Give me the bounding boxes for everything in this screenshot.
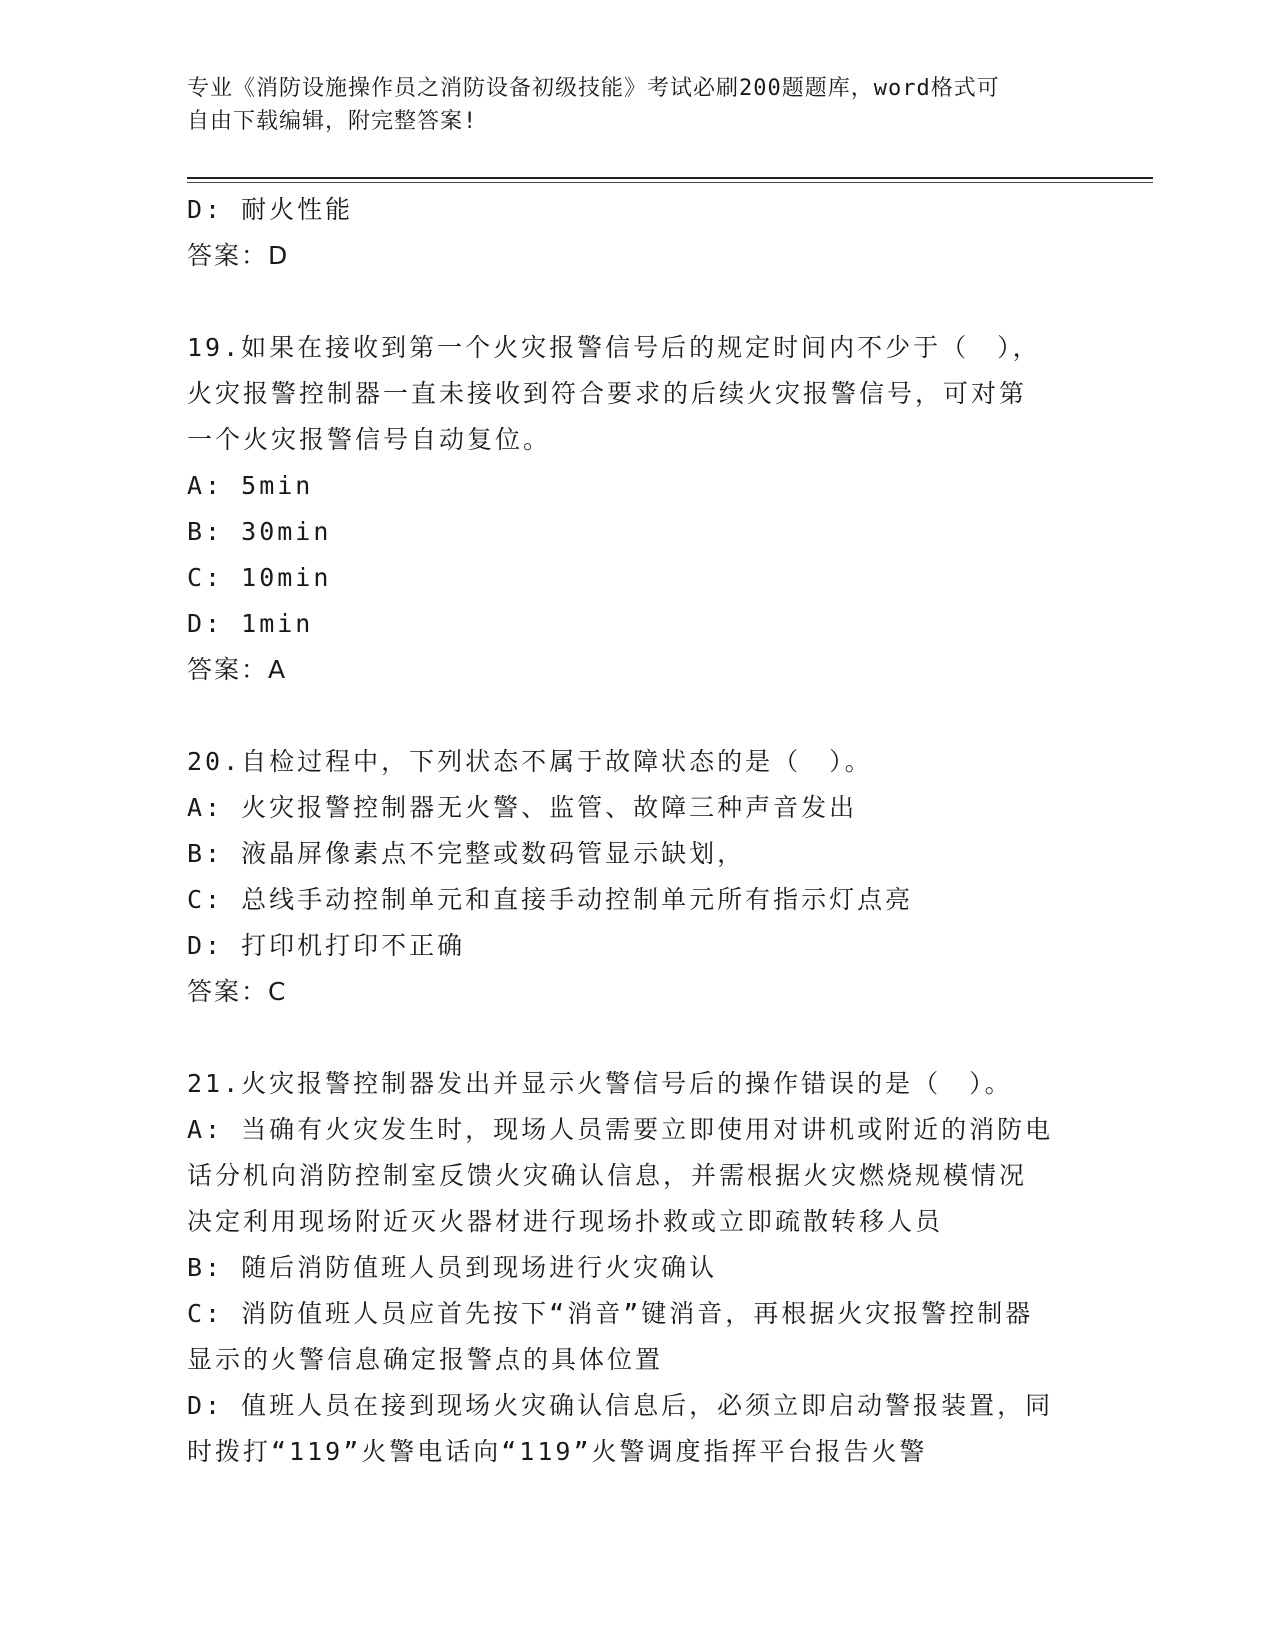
answer: 答案：C	[187, 977, 288, 1006]
document-header	[187, 72, 1067, 138]
option-d-line-2: 时拨打“119”火警电话向“119”火警调度指挥平台报告火警	[187, 1437, 928, 1466]
question-20	[187, 739, 1087, 1015]
header-line-2: 自由下载编辑，附完整答案!	[187, 109, 478, 134]
option-c: C: 总线手动控制单元和直接手动控制单元所有指示灯点亮	[187, 885, 914, 914]
header-divider-thick	[187, 177, 1153, 179]
question-text-line-3: 一个火灾报警信号自动复位。	[187, 425, 552, 454]
option-b: B: 随后消防值班人员到现场进行火灾确认	[187, 1253, 718, 1282]
question-text-line-1: 20.自检过程中，下列状态不属于故障状态的是（ ）。	[187, 747, 873, 776]
header-divider-thin	[187, 182, 1153, 183]
option-d-line-1: D: 值班人员在接到现场火灾确认信息后，必须立即启动警报装置，同	[187, 1391, 1054, 1420]
document-body	[187, 187, 1087, 1475]
answer: 答案：D	[187, 241, 290, 270]
option-c-line-1: C: 消防值班人员应首先按下“消音”键消音，再根据火灾报警控制器	[187, 1299, 1034, 1328]
question-19	[187, 325, 1087, 693]
question-21	[187, 1061, 1087, 1475]
option-c: C: 10min	[187, 563, 332, 592]
option-a: A: 火灾报警控制器无火警、监管、故障三种声音发出	[187, 793, 858, 822]
option-d: D: 打印机打印不正确	[187, 931, 466, 960]
question-text-line-1: 19.如果在接收到第一个火灾报警信号后的规定时间内不少于（ ），	[187, 333, 1041, 362]
header-line-1: 专业《消防设施操作员之消防设备初级技能》考试必刷200题题库，word格式可	[187, 76, 1000, 101]
option-b: B: 液晶屏像素点不完整或数码管显示缺划，	[187, 839, 746, 868]
question-text-line-1: 21.火灾报警控制器发出并显示火警信号后的操作错误的是（ ）。	[187, 1069, 1013, 1098]
answer: 答案：A	[187, 655, 288, 684]
option-b: B: 30min	[187, 517, 332, 546]
option-d: D: 耐火性能	[187, 195, 354, 224]
option-a-line-1: A: 当确有火灾发生时，现场人员需要立即使用对讲机或附近的消防电	[187, 1115, 1054, 1144]
option-c-line-2: 显示的火警信息确定报警点的具体位置	[187, 1345, 664, 1374]
option-a-line-2: 话分机向消防控制室反馈火灾确认信息，并需根据火灾燃烧规模情况	[187, 1161, 1028, 1190]
option-a-line-3: 决定利用现场附近灭火器材进行现场扑救或立即疏散转移人员	[187, 1207, 944, 1236]
option-a: A: 5min	[187, 471, 314, 500]
option-d: D: 1min	[187, 609, 314, 638]
question-text-line-2: 火灾报警控制器一直未接收到符合要求的后续火灾报警信号，可对第	[187, 379, 1028, 408]
question-18-tail	[187, 187, 1087, 279]
